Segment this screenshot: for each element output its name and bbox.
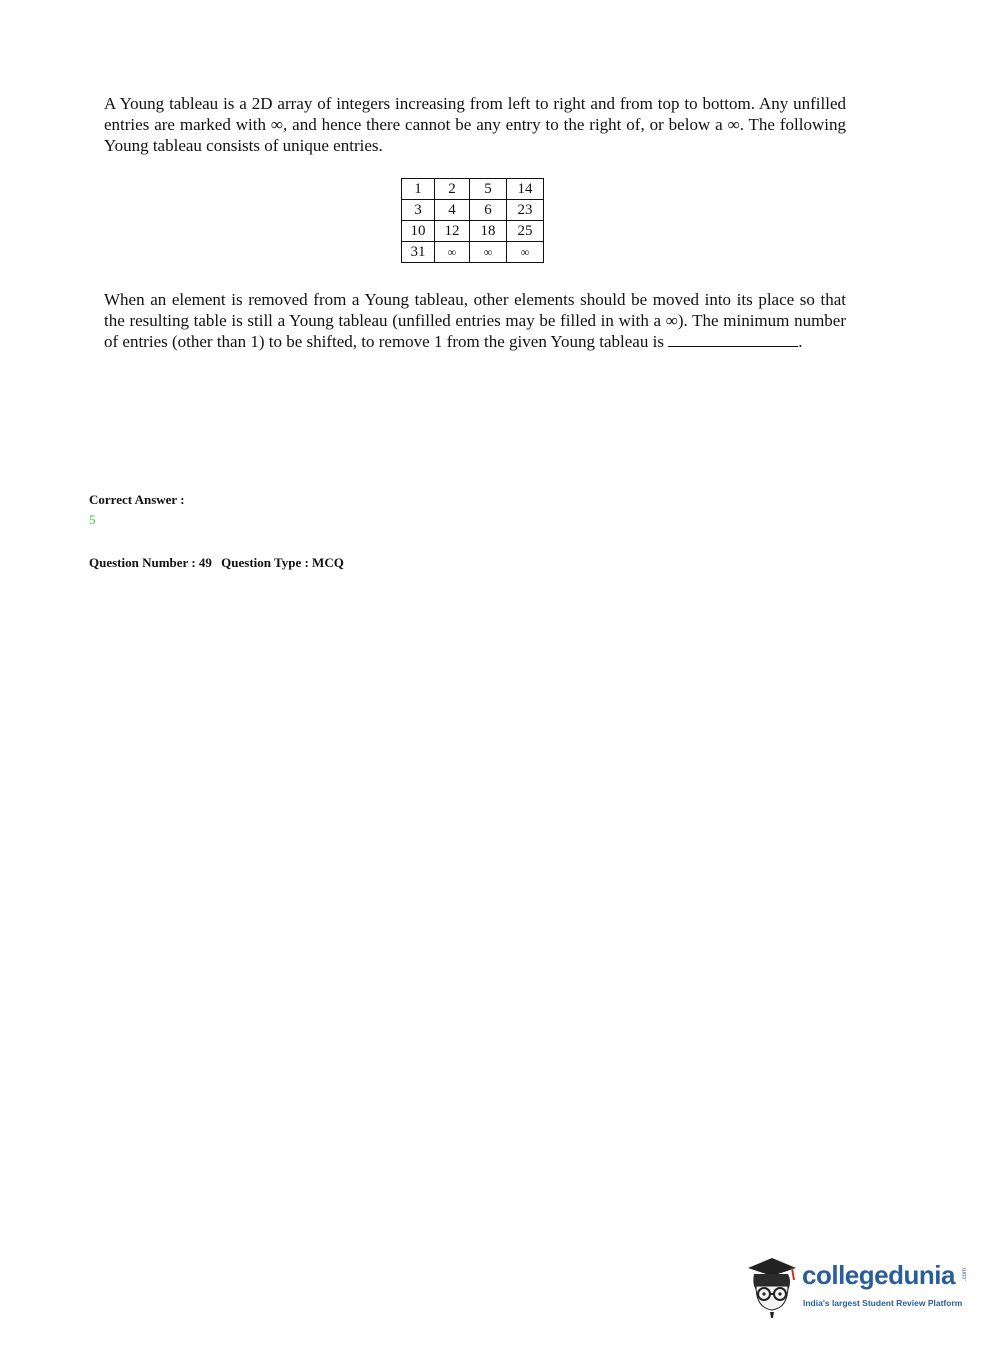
brand-name: collegedunia	[802, 1260, 955, 1290]
young-tableau	[401, 178, 544, 263]
tableau-row	[402, 221, 544, 242]
tableau-row	[402, 242, 544, 263]
question-paragraph-prompt	[104, 289, 846, 352]
tableau-cell: 5	[470, 179, 507, 200]
tableau-cell-infinity: ∞	[507, 242, 544, 263]
tableau-cell: 18	[470, 221, 507, 242]
question-number: Question Number : 49	[89, 555, 212, 570]
tableau-cell: 3	[402, 200, 435, 221]
tableau-cell: 12	[435, 221, 470, 242]
question-prompt-period: .	[798, 332, 803, 351]
tableau-row	[402, 179, 544, 200]
collegedunia-brand	[742, 1250, 972, 1320]
tableau-cell: 6	[470, 200, 507, 221]
tableau-cell-infinity: ∞	[435, 242, 470, 263]
tableau-row	[402, 200, 544, 221]
tableau-cell: 1	[402, 179, 435, 200]
tableau-cell: 14	[507, 179, 544, 200]
question-meta	[89, 555, 350, 571]
answer-blank	[668, 332, 798, 347]
tableau-cell: 25	[507, 221, 544, 242]
tableau-cell: 4	[435, 200, 470, 221]
brand-suffix: .com	[962, 1268, 968, 1282]
question-paragraph-intro: A Young tableau is a 2D array of integers increasing from left to right and from top to bottom. Any unfilled entries are marked with ∞, and hence there cannot be any entry to the right of, or below a ∞. The following Young tableau consists of unique entries.	[104, 94, 846, 155]
tableau-cell: 31	[402, 242, 435, 263]
tableau-cell: 2	[435, 179, 470, 200]
tableau-cell: 10	[402, 221, 435, 242]
mascot-logo-icon	[742, 1250, 802, 1320]
tableau-cell: 23	[507, 200, 544, 221]
correct-answer-value: 5	[89, 512, 96, 527]
correct-answer-label: Correct Answer :	[89, 492, 185, 507]
brand-tagline: India's largest Student Review Platform	[803, 1298, 963, 1308]
tableau-cell-infinity: ∞	[470, 242, 507, 263]
question-type: Question Type : MCQ	[221, 555, 344, 570]
question-prompt-text: When an element is removed from a Young tableau, other elements should be moved into its place so that the resulting table is still a Young tableau (unfilled entries may be filled in with a ∞). The minimum number of entries (other than 1) to be shifted, to remove 1 from the given Young tableau is	[104, 290, 846, 351]
